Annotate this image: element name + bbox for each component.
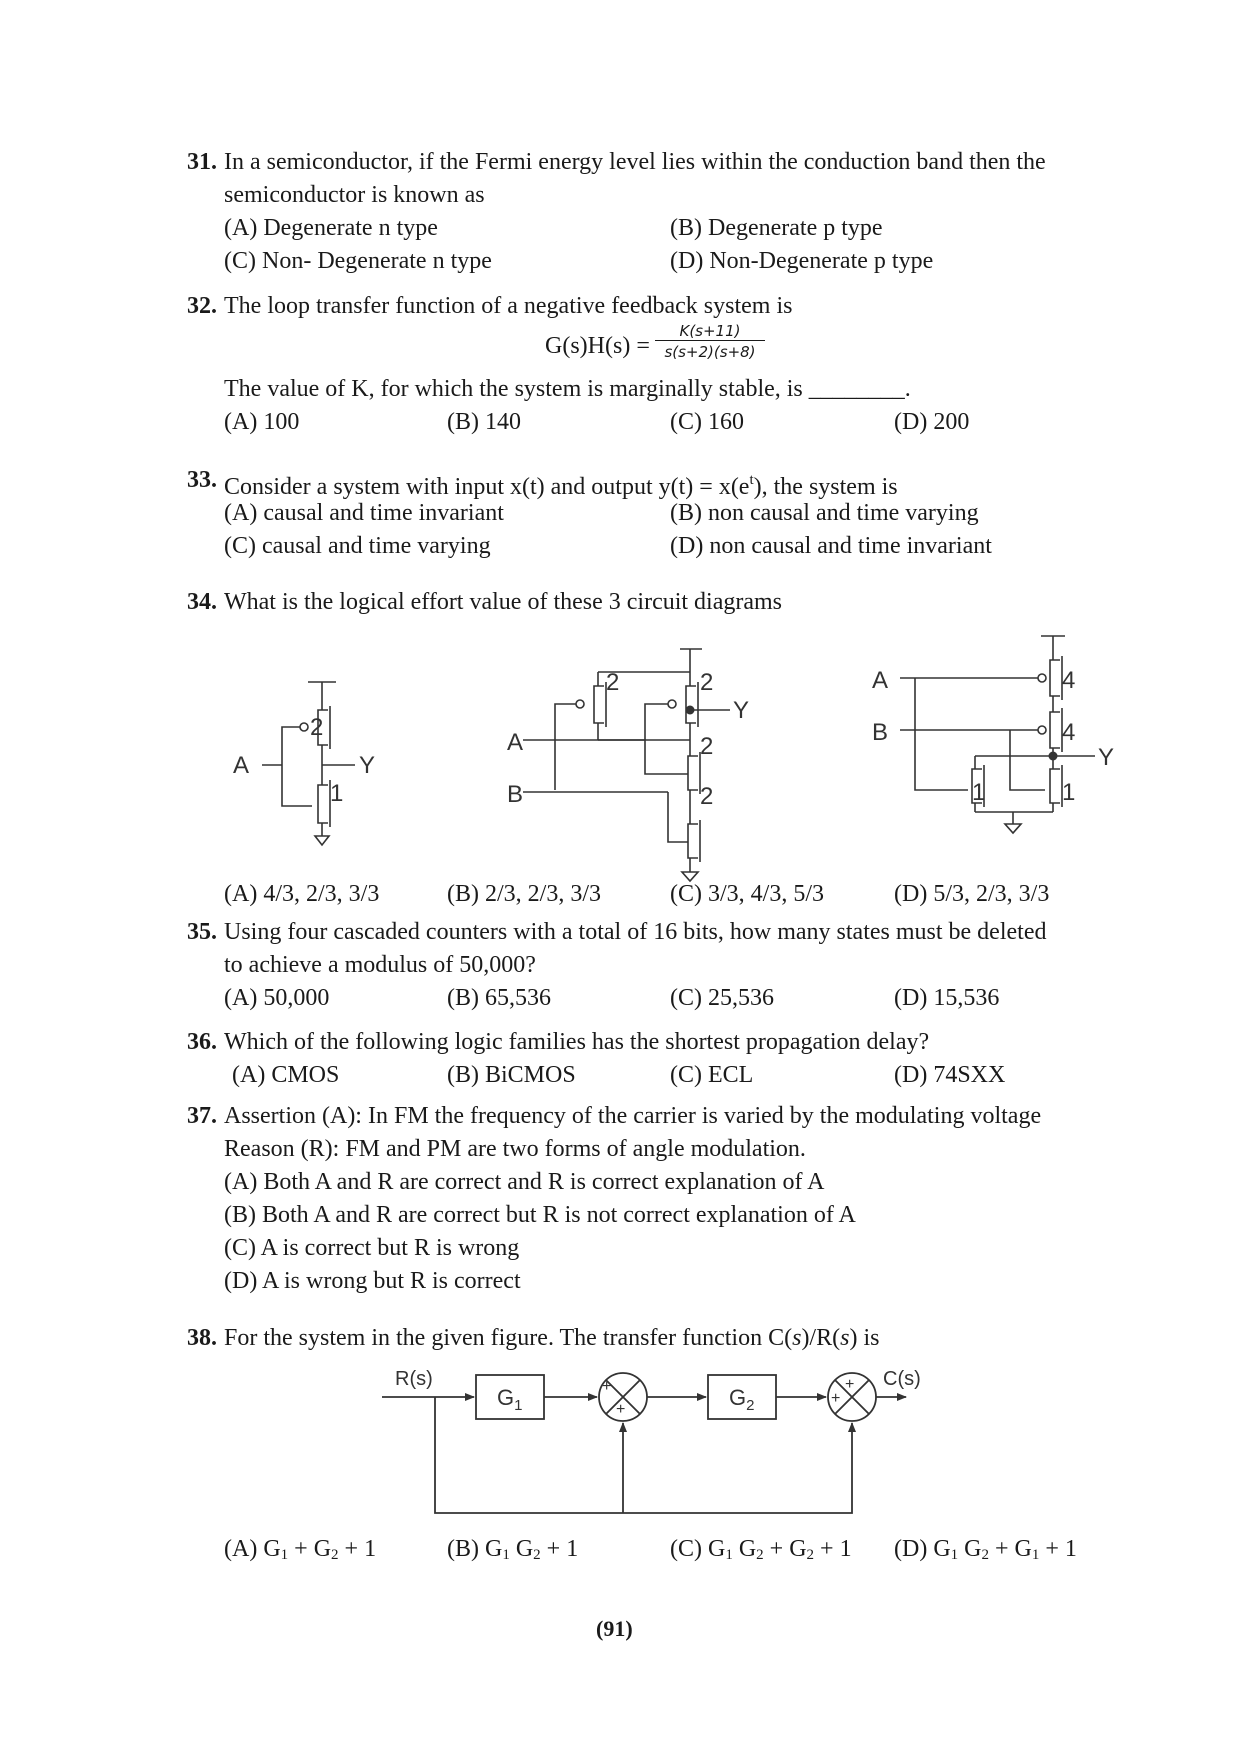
option-a: (A) Degenerate n type [224,215,438,241]
g2-letter: G [729,1385,747,1410]
question-text: The loop transfer function of a negative feedback system is [224,293,793,319]
option-d: (D) A is wrong but R is correct [224,1268,521,1294]
opt-part: + 1 [540,1536,579,1562]
subscript: 2 [756,1547,764,1563]
opt-part: G [958,1536,982,1562]
g1-letter: G [497,1385,515,1410]
question-text: In a semiconductor, if the Fermi energy level lies within the conduction band then the [224,149,1046,175]
option-c [670,1534,852,1570]
option-c: (C) ECL [670,1062,754,1088]
label-input-a: A [872,667,889,694]
label-output-y: Y [1098,744,1115,771]
question-text [224,1323,879,1353]
option-c: (C) A is correct but R is wrong [224,1235,520,1261]
option-b: (B) non causal and time varying [670,500,979,526]
label-n2-size: 1 [1062,779,1076,806]
question-number: 32. [187,293,217,319]
question-number: 34. [187,589,217,615]
question-text: The value of K, for which the system is marginally stable, is ________. [224,376,911,402]
question-number: 31. [187,149,217,175]
opt-part: + G [763,1536,807,1562]
summing-junction-2 [828,1373,876,1421]
label-n2-size: 2 [700,783,714,810]
opt-part: + G [989,1536,1032,1562]
label-input-b: B [872,719,889,746]
subscript: 2 [331,1547,339,1563]
label-n1-size: 2 [700,733,714,760]
question-number: 33. [187,467,217,493]
plus-sign: + [602,1378,612,1395]
transfer-function-fraction [655,322,765,361]
option-c: (C) causal and time varying [224,533,491,559]
opt-part: (B) G [447,1536,503,1562]
label-p1-size: 2 [606,669,620,696]
question-text: Using four cascaded counters with a total of 16 bits, how many states must be deleted [224,919,1047,945]
question-text: Reason (R): FM and PM are two forms of angle modulation. [224,1136,806,1162]
text-part: For the system in the given figure. The transfer function C( [224,1325,793,1351]
option-a: (A) Both A and R are correct and R is correct explanation of A [224,1169,825,1195]
option-c: (C) 3/3, 4/3, 5/3 [670,881,824,907]
subscript: 1 [725,1547,733,1563]
opt-part: G [509,1536,534,1562]
opt-part: (A) G [224,1536,281,1562]
label-output-y: Y [733,697,750,724]
g2-subscript: 2 [746,1397,755,1414]
option-d: (D) 74SXX [894,1062,1006,1088]
plus-sign: + [616,1401,626,1418]
opt-part: + 1 [1039,1536,1077,1562]
label-p-size: 2 [310,714,324,741]
fraction-denominator: s(s+2)(s+8) [655,340,765,361]
label-input-b: B [507,781,524,808]
option-b [447,1534,578,1570]
question-text: What is the logical effort value of these 3 circuit diagrams [224,589,783,615]
subscript: 1 [1031,1547,1040,1563]
label-p2-size: 4 [1062,719,1076,746]
option-d: (D) 200 [894,409,970,435]
superscript: t [749,472,754,488]
text-part: )/R( [801,1325,841,1351]
option-c: (C) 25,536 [670,985,774,1011]
opt-part: (C) G [670,1536,726,1562]
label-input-a: A [233,752,250,779]
question-number: 35. [187,919,217,945]
text-part: ), the system is [753,474,898,500]
italic-s: s [792,1325,802,1351]
option-a: (A) causal and time invariant [224,500,504,526]
plus-sign: + [845,1376,855,1393]
option-a [224,1534,376,1570]
label-p2-size: 2 [700,669,714,696]
g2-label [729,1385,754,1414]
summing-junction-1 [599,1373,647,1421]
question-number: 38. [187,1325,217,1351]
subscript: 1 [950,1547,959,1563]
option-d: (D) 15,536 [894,985,1000,1011]
block-g1 [476,1375,544,1419]
fraction-numerator: K(s+11) [679,322,741,340]
opt-part: (D) G [894,1536,951,1562]
page-number: (91) [596,1616,633,1641]
option-b: (B) 2/3, 2/3, 3/3 [447,881,601,907]
question-text [224,465,898,502]
opt-part: + G [288,1536,332,1562]
subscript: 1 [502,1547,510,1563]
question-text: Which of the following logic families has the shortest propagation delay? [224,1029,930,1055]
transfer-function-lhs: G(s)H(s) = [545,333,650,359]
label-n1-size: 1 [972,779,986,806]
option-d: (D) Non-Degenerate p type [670,248,934,274]
option-b: (B) 140 [447,409,521,435]
input-label: R(s) [395,1368,433,1390]
subscript: 2 [533,1547,541,1563]
question-number: 36. [187,1029,217,1055]
block-g2 [708,1375,776,1419]
label-input-a: A [507,729,524,756]
question-text: Assertion (A): In FM the frequency of the carrier is varied by the modulating voltage [224,1103,1042,1129]
option-c: (C) 160 [670,409,744,435]
option-b: (B) Degenerate p type [670,215,883,241]
output-label: C(s) [883,1368,921,1390]
text-part: Consider a system with input x(t) and output y(t) = x(e [224,474,750,500]
label-output-y: Y [359,752,376,779]
subscript: 1 [280,1547,289,1563]
option-b: (B) Both A and R are correct but R is not correct explanation of A [224,1202,856,1228]
label-n-size: 1 [330,780,344,807]
option-a: (A) CMOS [232,1062,340,1088]
question-number: 37. [187,1103,217,1129]
subscript: 2 [806,1547,815,1563]
option-a: (A) 4/3, 2/3, 3/3 [224,881,380,907]
opt-part: + 1 [338,1536,377,1562]
plus-sign: + [831,1390,841,1407]
option-c: (C) Non- Degenerate n type [224,248,492,274]
text-part: ) is [849,1325,880,1351]
option-d: (D) 5/3, 2/3, 3/3 [894,881,1050,907]
option-b: (B) BiCMOS [447,1062,576,1088]
question-text: semiconductor is known as [224,182,485,208]
option-a: (A) 100 [224,409,300,435]
label-p1-size: 4 [1062,667,1076,694]
option-a: (A) 50,000 [224,985,330,1011]
subscript: 2 [981,1547,989,1563]
opt-part: + 1 [814,1536,852,1562]
italic-s: s [840,1325,850,1351]
option-d [894,1534,1077,1570]
option-b: (B) 65,536 [447,985,551,1011]
option-d: (D) non causal and time invariant [670,533,992,559]
g1-label [497,1385,522,1414]
question-text: to achieve a modulus of 50,000? [224,952,536,978]
g1-subscript: 1 [514,1397,523,1414]
opt-part: G [732,1536,757,1562]
